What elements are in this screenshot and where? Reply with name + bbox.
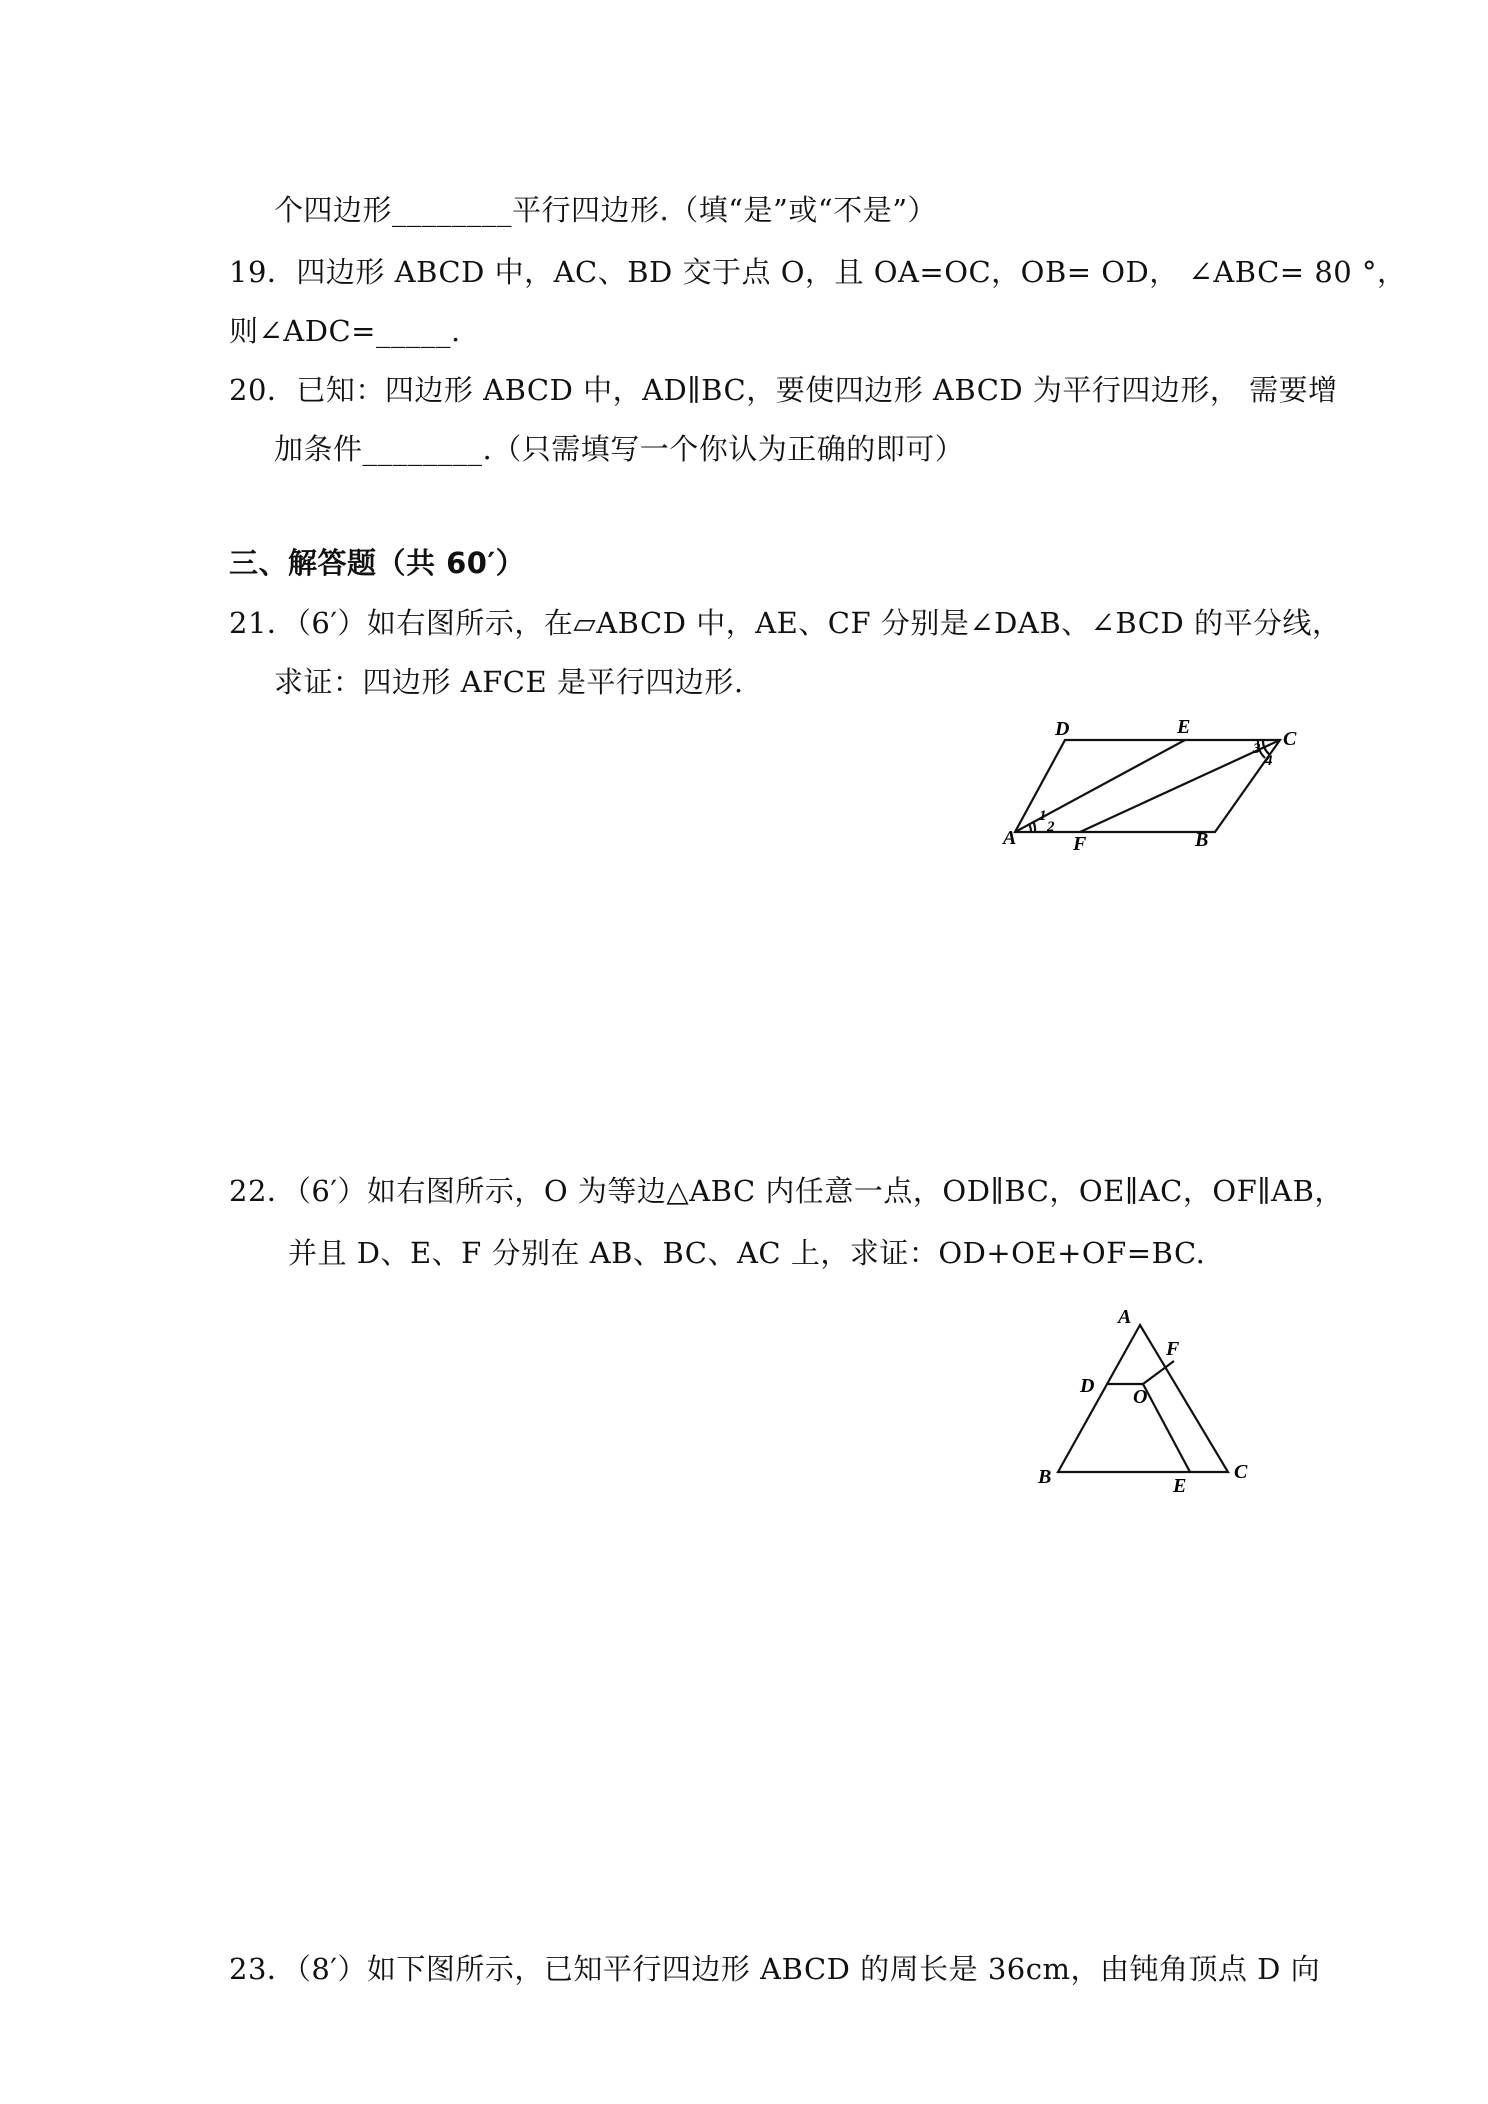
fig21-label-C: C <box>1283 728 1297 750</box>
fig21-label-2: 2 <box>1047 819 1055 835</box>
fig21-label-F: F <box>1073 833 1087 855</box>
figure-22-triangle <box>1030 1295 1270 1505</box>
question-20-line-1: 20．已知：四边形 ABCD 中，AD∥BC，要使四边形 ABCD 为平行四边形， 需要增 <box>229 373 1338 407</box>
question-22-line-2: 并且 D、E、F 分别在 AB、BC、AC 上，求证：OD+OE+OF=BC. <box>288 1236 1206 1270</box>
fig21-label-D: D <box>1055 718 1070 740</box>
question-19-line-2: 则∠ADC=_____. <box>229 314 461 348</box>
fig21-label-E: E <box>1177 716 1191 738</box>
fig22-label-O: O <box>1133 1386 1148 1408</box>
fig21-label-1: 1 <box>1039 808 1047 824</box>
question-21-line-2: 求证：四边形 AFCE 是平行四边形. <box>274 665 744 699</box>
section-3-heading: 三、解答题（共 60′） <box>229 546 526 580</box>
fig21-label-A: A <box>1003 827 1017 849</box>
fig22-label-B: B <box>1038 1466 1052 1488</box>
fig21-label-4: 4 <box>1265 753 1273 769</box>
fig22-label-D: D <box>1080 1375 1095 1397</box>
fig21-label-B: B <box>1195 829 1209 851</box>
fig21-label-3: 3 <box>1253 741 1261 757</box>
fig22-label-F: F <box>1166 1338 1180 1360</box>
question-23-line-1: 23．（8′）如下图所示，已知平行四边形 ABCD 的周长是 36cm，由钝角顶点 D 向 <box>229 1952 1321 1986</box>
text-line-1: 个四边形________平行四边形.（填“是”或“不是”） <box>274 193 938 227</box>
question-21-line-1: 21．（6′）如右图所示，在▱ABCD 中，AE、CF 分别是∠DAB、∠BCD 的平分线， <box>229 606 1342 640</box>
question-20-line-2: 加条件________.（只需填写一个你认为正确的即可） <box>274 432 965 466</box>
figure-21-parallelogram <box>995 710 1295 860</box>
fig22-label-A: A <box>1118 1306 1132 1328</box>
question-19-line-1: 19．四边形 ABCD 中，AC、BD 交于点 O，且 OA=OC，OB= OD， ∠ABC= 80 °， <box>229 255 1407 289</box>
fig22-label-C: C <box>1234 1461 1248 1483</box>
fig22-label-E: E <box>1173 1475 1187 1497</box>
question-22-line-1: 22．（6′）如右图所示，O 为等边△ABC 内任意一点，OD∥BC，OE∥AC，OF∥AB， <box>229 1174 1344 1208</box>
